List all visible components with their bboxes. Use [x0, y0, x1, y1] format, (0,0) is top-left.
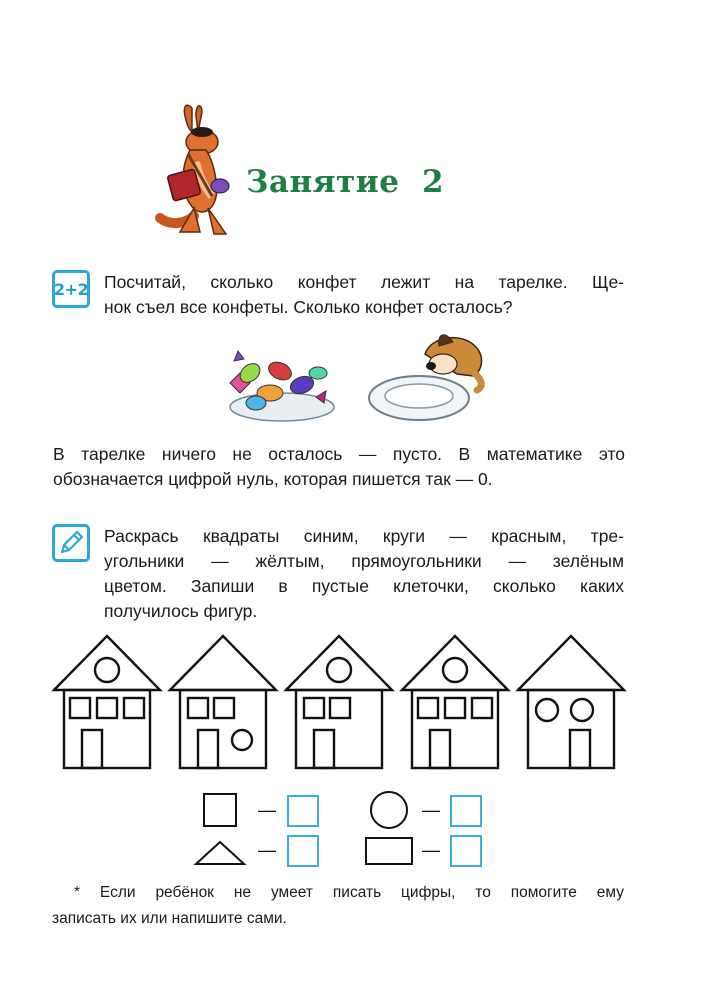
- task1-text: [104, 270, 624, 320]
- house-1: [54, 636, 160, 768]
- footnote-line: * Если ребёнок не умеет писать цифры, то помогите ему: [74, 884, 624, 901]
- task2-line: Раскрась квадраты синим, круги — красным, тре-: [104, 526, 624, 546]
- dash-3: —: [258, 840, 276, 860]
- answer-box-rectangles[interactable]: [451, 836, 481, 866]
- house-2: [170, 636, 276, 768]
- dash-1: —: [258, 800, 276, 820]
- house-4: [402, 636, 508, 768]
- answer-box-circles[interactable]: [451, 796, 481, 826]
- explanation-line: В тарелке ничего не осталось — пусто. В математике это: [53, 444, 625, 464]
- legend-circle: [371, 792, 407, 828]
- footnote: [52, 880, 624, 932]
- pencil-icon: [55, 527, 87, 559]
- house-3: [286, 636, 392, 768]
- pencil-badge: [52, 524, 90, 562]
- legend-triangle: [196, 842, 244, 864]
- answer-box-triangles[interactable]: [288, 836, 318, 866]
- answer-box-squares[interactable]: [288, 796, 318, 826]
- houses-figure: [50, 632, 650, 782]
- legend-square: [204, 794, 236, 826]
- dash-4: —: [422, 840, 440, 860]
- badge-label: 2+2: [53, 279, 89, 299]
- task2-line: угольники — жёлтым, прямоугольники — зелёным: [104, 551, 624, 571]
- house-5: [518, 636, 624, 768]
- counting-badge: [52, 270, 90, 308]
- task2-line: цветом. Запиши в пустые клеточки, сколько каких: [104, 576, 624, 596]
- shape-legend: [196, 792, 496, 872]
- dash-2: —: [422, 800, 440, 820]
- candies-on-plate-image: [220, 343, 340, 428]
- explanation-text: [53, 442, 625, 492]
- kangaroo-mascot: [150, 100, 250, 240]
- task1-line: нок съел все конфеты. Сколько конфет осталось?: [104, 297, 513, 317]
- page-title: Занятие 2: [246, 164, 445, 200]
- footnote-line: записать их или напишите сами.: [52, 910, 287, 927]
- task2-text: [104, 524, 624, 624]
- puppy-empty-plate-image: [365, 330, 505, 430]
- task2-line: получилось фигур.: [104, 601, 258, 621]
- explanation-line: обозначается цифрой нуль, которая пишется так — 0.: [53, 469, 493, 489]
- task1-line: Посчитай, сколько конфет лежит на тарелке. Ще-: [104, 272, 624, 292]
- legend-rectangle: [366, 838, 412, 864]
